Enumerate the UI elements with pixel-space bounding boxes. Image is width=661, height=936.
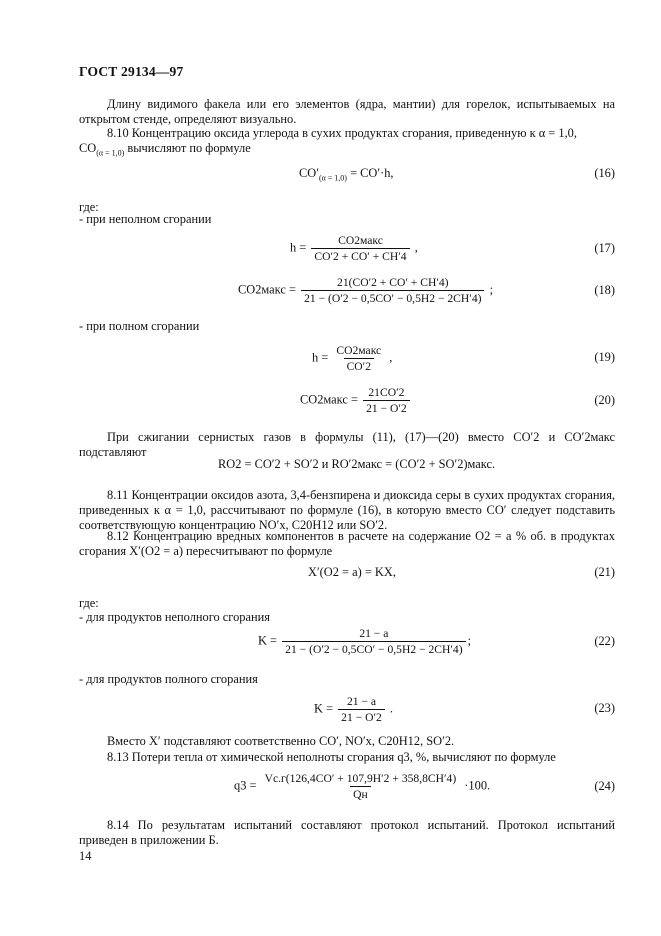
formula-24-denominator: Qн: [350, 786, 371, 801]
formula-18-numerator: 21(CO′2 + CO′ + CH′4): [337, 276, 449, 289]
formula-19-denominator: CO′2: [344, 358, 374, 373]
formula-16: $CO'_{(\alpha = 1,0)} = CO'\cdot h$,: [299, 166, 394, 183]
formula-17-numerator: CO2макс: [338, 234, 383, 247]
formula-24: q3 = $\frac{Vс.г(126,4CO' + 107,9H'2 + 358,8CH'4)}{Qн}$ ·100.: [234, 772, 491, 801]
formula-number-20: (20): [594, 393, 615, 407]
where-label-1: где:: [79, 200, 99, 214]
where-label-2: где:: [79, 596, 99, 610]
formula-22-numerator: 21 − a: [359, 627, 389, 640]
formula-22: K = $\frac{21 - a}{21 - (O'2 - 0,5CO' - 0,5H2 - 2CH'4)}$ ;: [258, 627, 472, 656]
formula-21: X′(O2 = a) = KX,: [308, 565, 396, 579]
paragraph-flame-length: Длину видимого факела или его элементов (ядра, мантии) для горелок, испытываемых на открытом стенде, определяют визуально.: [79, 97, 615, 127]
paragraph-8-14: 8.14 По результатам испытаний составляют протокол испытаний. Протокол испытаний приведен в приложении Б.: [79, 818, 615, 848]
formula-24-numerator: Vс.г(126,4CO′ + 107,9H′2 + 358,8CH′4): [264, 772, 457, 785]
formula-18: CO2макс = $\frac{21(CO'2 + CO' + CH'4)}{21 - (O'2 - 0,5CO' - 0,5H2 - 2CH'4)}$ ;: [238, 276, 494, 305]
paragraph-8-10: 8.10 Концентрацию оксида углерода в сухих продуктах сгорания, приведенную к α = 1,0,: [107, 126, 577, 140]
incomplete-combustion-label: - при неполном сгорании: [79, 212, 212, 226]
formula-number-17: (17): [594, 241, 615, 255]
formula-number-23: (23): [594, 701, 615, 715]
document-header: ГОСТ 29134—97: [79, 64, 184, 79]
page-number: 14: [79, 849, 92, 863]
formula-20: CO2макс = $\frac{21CO'2}{21 - O'2}$: [300, 386, 412, 415]
formula-number-16: (16): [594, 166, 615, 180]
incomplete-products-label: - для продуктов неполного сгорания: [79, 610, 270, 624]
formula-20-numerator: 21CO′2: [368, 386, 405, 399]
formula-number-24: (24): [594, 779, 615, 793]
formula-number-18: (18): [594, 283, 615, 297]
formula-ro2: RO2 = CO′2 + SO′2 и RO′2макс = (CO′2 + SO′2)макс.: [218, 457, 496, 471]
paragraph-8-13: 8.13 Потери тепла от химической неполноты сгорания q3, %, вычисляют по формуле: [107, 750, 556, 764]
formula-number-19: (19): [594, 350, 615, 364]
formula-19: h = $\frac{\text{CO2макс}}{CO'2}$ ,: [312, 344, 393, 373]
paragraph-8-11: 8.11 Концентрации оксидов азота, 3,4-бензпирена и диоксида серы в сухих продуктах сгорания, приведенных к α = 1,0, рассчитывают по формуле (16), в которую вместо CO′ следует подставить соответствующую концентрацию NO′x, C20H12 или SO′2.: [79, 488, 615, 533]
paragraph-substitute-x: Вместо X′ подставляют соответственно CO′, NO′x, C20H12, SO′2.: [107, 734, 455, 748]
paragraph-8-12: 8.12 Концентрацию вредных компонентов в расчете на содержание O2 = a % об. в продуктах сгорания X′(O2 = a) пересчитывают по формуле: [79, 529, 615, 559]
formula-number-22: (22): [594, 634, 615, 648]
formula-23-numerator: 21 − a: [346, 695, 377, 708]
formula-23-denominator: 21 − O′2: [338, 709, 385, 724]
complete-products-label: - для продуктов полного сгорания: [79, 672, 258, 686]
formula-23: K = $\frac{21 - a}{21 - O'2}$ .: [314, 695, 393, 724]
formula-18-denominator: 21 − (O′2 − 0,5CO′ − 0,5H2 − 2CH′4): [301, 290, 484, 305]
formula-19-numerator: CO2макс: [336, 344, 382, 357]
complete-combustion-label: - при полном сгорании: [79, 319, 200, 333]
paragraph-sulfur-gases: При сжигании сернистых газов в формулы (11), (17)—(20) вместо CO′2 и CO′2макс подставляют: [79, 430, 615, 460]
formula-22-denominator: 21 − (O′2 − 0,5CO′ − 0,5H2 − 2CH′4): [282, 641, 465, 656]
formula-20-denominator: 21 − O′2: [363, 400, 410, 415]
formula-17-denominator: CO′2 + CO′ + CH′4: [311, 248, 409, 263]
formula-number-21: (21): [594, 565, 615, 579]
paragraph-8-10-cont: $CO_{(\alpha = 1,0)}$ вычисляют по формуле: [79, 141, 251, 158]
formula-17: h = $\frac{\text{CO2макс}}{CO'2 + CO' + CH'4}$ ,: [290, 234, 418, 263]
